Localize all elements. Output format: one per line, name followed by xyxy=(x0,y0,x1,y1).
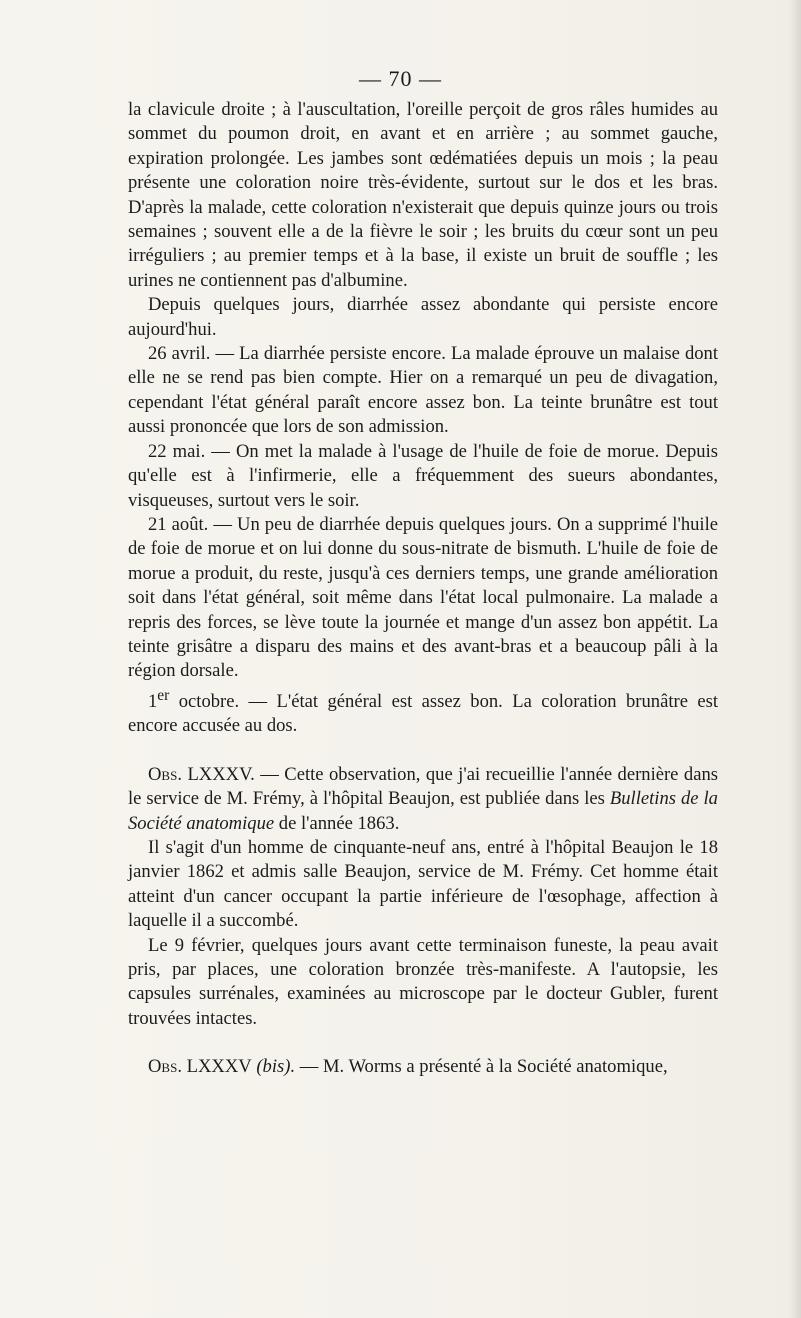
observation-bis-text: — M. Worms a présenté à la Société anatomique, xyxy=(295,1056,668,1078)
paragraph-1er-octobre xyxy=(128,684,718,739)
observation-text-after: de l'année 1863. xyxy=(274,812,400,834)
body-text xyxy=(128,98,718,1080)
paragraph-22-mai: 22 mai. — On met la malade à l'usage de l'huile de foie de morue. Depuis qu'elle est à l'infirmerie, elle a fréquemment des sueurs abondantes, visqueuses, surtout vers le soir. xyxy=(128,440,718,511)
paragraph-diarrhee: Depuis quelques jours, diarrhée assez abondante qui persiste encore aujourd'hui. xyxy=(128,294,718,340)
observation-bis-label: Obs. LXXXV xyxy=(148,1056,252,1078)
paragraph-9-fevrier: Le 9 février, quelques jours avant cette terminaison funeste, la peau avait pris, par places, une coloration bronzée très-manifeste. A l'autopsie, les capsules surrénales, examinées au microscope par le docteur Gubler, furent trouvées intactes. xyxy=(128,934,718,1029)
paragraph-continuation: la clavicule droite ; à l'auscultation, l'oreille perçoit de gros râles humides au sommet du poumon droit, en avant et en arrière ; au sommet gauche, expiration prolongée. Les jambes sont œdématiées depuis un mois ; la peau présente une coloration noire très-évidente, surtout sur le dos et les bras. D'après la malade, cette coloration n'existerait que depuis quinze jours ou trois semaines ; souvent elle a de la fièvre le soir ; les bruits du cœur sont un peu irréguliers ; au premier temps et à la base, il existe un bruit de souffle ; les urines ne contiennent pas d'albumine. xyxy=(128,99,718,291)
paragraph-cancer: Il s'agit d'un homme de cinquante-neuf ans, entré à l'hôpital Beaujon le 18 janvier 1862 et admis salle Beaujon, service de M. Frémy. Cet homme était atteint d'un cancer occupant la partie inférieure de l'œsophage, affection à laquelle il a succombé. xyxy=(128,836,718,932)
paragraph-21-aout: 21 août. — Un peu de diarrhée depuis quelques jours. On a supprimé l'huile de foie de morue et on lui donne du sous-nitrate de bismuth. L'huile de foie de morue a produit, du reste, jusqu'à ces derniers temps, une grande amélioration soit dans l'état général, soit même dans l'état local pulmonaire. La malade a repris des forces, se lève toute la journée et mange d'un assez bon appétit. La teinte grisâtre a disparu des mains et des avant-bras et a beaucoup pâli à la région dorsale. xyxy=(128,513,718,682)
date-lead: 1 xyxy=(148,690,158,712)
observation-label: Obs. LXXXV. xyxy=(148,763,255,785)
observation-bis-marker: (bis). xyxy=(256,1056,296,1078)
page-number: — 70 — xyxy=(359,66,442,91)
paragraph-26-avril: 26 avril. — La diarrhée persiste encore. La malade éprouve un malaise dont elle ne se rend pas bien compte. Hier on a remarqué un peu de divagation, cependant l'état général paraît encore assez bon. La teinte brunâtre est tout aussi prononcée que lors de son admission. xyxy=(128,343,718,438)
date-superscript: er xyxy=(157,686,170,704)
observation-text-before: — Cette observation, que j'ai recueillie l'année dernière dans le service de M. Frémy, à l'hôpital Beaujon, est publiée dans les xyxy=(128,763,718,810)
page-edge-shadow xyxy=(789,0,801,1318)
observation-lxxxv xyxy=(128,763,718,836)
paragraph-1er-octobre-text: octobre. — L'état général est assez bon. La coloration brunâtre est encore accusée au dos. xyxy=(128,690,718,737)
publication-title: Bulletins de la Société anatomique xyxy=(128,788,718,834)
observation-lxxxv-bis xyxy=(128,1055,718,1079)
